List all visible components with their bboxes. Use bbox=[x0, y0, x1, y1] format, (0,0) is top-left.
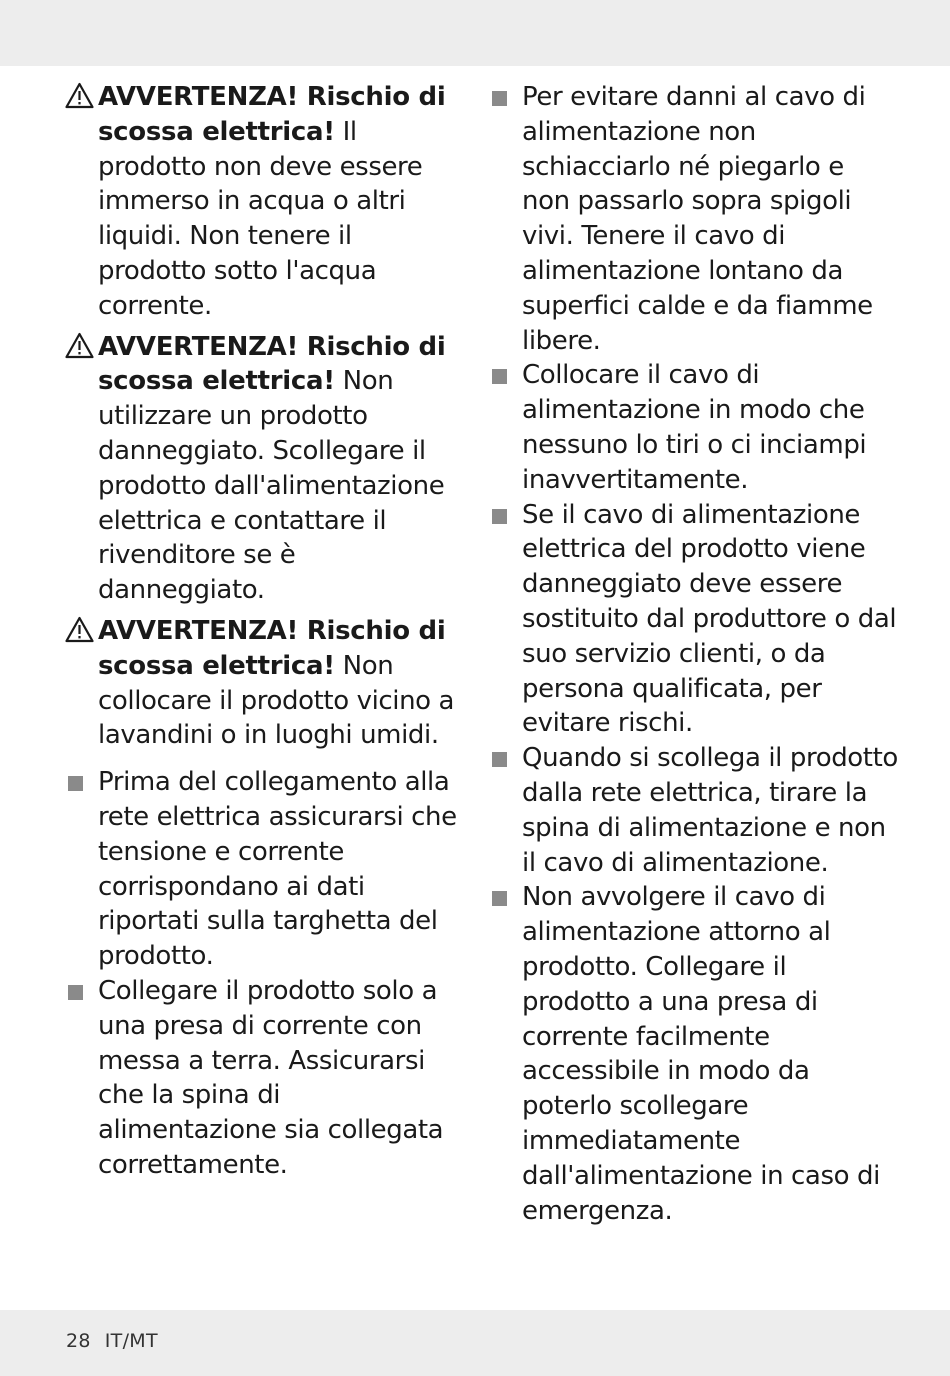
list-item bbox=[489, 741, 899, 880]
warning-triangle-icon bbox=[65, 82, 94, 119]
square-bullet-icon bbox=[492, 509, 507, 524]
list-item-text: Prima del collegamento alla rete elettrica assicurarsi che tensione e corrente corrispondano ai dati riportati sulla targhetta del prodotto. bbox=[98, 767, 457, 972]
list-item-text: Non avvolgere il cavo di alimentazione attorno al prodotto. Collegare il prodotto a una presa di corrente facilmente accessibile in modo da poterlo scollegare immediatamente dall'alimentazione in caso di emergenza. bbox=[522, 882, 880, 1226]
warning-title: AVVERTENZA! Rischio di scossa elettrica! bbox=[98, 82, 446, 147]
warning-title: AVVERTENZA! Rischio di scossa elettrica! bbox=[98, 615, 446, 681]
right-column bbox=[489, 80, 899, 1228]
list-item bbox=[489, 498, 899, 742]
warning-triangle-icon bbox=[65, 616, 94, 653]
warning-text: Il prodotto non deve essere immerso in acqua o altri liquidi. Non tenere il prodotto sotto l'acqua corrente. bbox=[98, 116, 423, 321]
warning-text: Non utilizzare un prodotto danneggiato. Scollegare il prodotto dall'alimentazione elettrica e contattare il rivenditore se è danneggiato. bbox=[98, 366, 445, 606]
left-column bbox=[65, 80, 465, 1183]
warning-title: AVVERTENZA! Rischio di scossa elettrica! bbox=[98, 331, 446, 397]
warning-item bbox=[65, 80, 465, 324]
warning-text: Non collocare il prodotto vicino a lavandini o in luoghi umidi. bbox=[98, 650, 455, 751]
warning-item bbox=[65, 330, 465, 608]
list-item-text: Se il cavo di alimentazione elettrica del prodotto viene danneggiato deve essere sostituito dal produttore o dal suo servizio clienti, o da persona qualificata, per evitare rischi. bbox=[522, 499, 897, 739]
list-item bbox=[489, 358, 899, 497]
list-item-text: Collegare il prodotto solo a una presa di corrente con messa a terra. Assicurarsi che la spina di alimentazione sia collegata correttamente. bbox=[98, 975, 444, 1180]
square-bullet-icon bbox=[492, 369, 507, 384]
square-bullet-icon bbox=[68, 776, 83, 791]
list-item-text: Per evitare danni al cavo di alimentazione non schiacciarlo né piegarlo e non passarlo sopra spigoli vivi. Tenere il cavo di alimentazione lontano da superfici calde e da fiamme libere. bbox=[522, 82, 873, 356]
square-bullet-icon bbox=[492, 91, 507, 106]
header-band bbox=[0, 0, 950, 66]
warning-triangle-icon bbox=[65, 332, 94, 369]
warning-item bbox=[65, 614, 465, 753]
page-footer bbox=[66, 1330, 158, 1352]
list-item bbox=[65, 765, 465, 974]
language-code: IT/MT bbox=[104, 1330, 158, 1352]
square-bullet-icon bbox=[492, 752, 507, 767]
page-number: 28 bbox=[66, 1330, 91, 1352]
square-bullet-icon bbox=[68, 985, 83, 1000]
list-item bbox=[65, 974, 465, 1183]
list-item bbox=[489, 80, 899, 358]
square-bullet-icon bbox=[492, 891, 507, 906]
list-item-text: Collocare il cavo di alimentazione in modo che nessuno lo tiri o ci inciampi inavvertitamente. bbox=[522, 360, 867, 495]
list-item bbox=[489, 880, 899, 1228]
list-item-text: Quando si scollega il prodotto dalla rete elettrica, tirare la spina di alimentazione e non il cavo di alimentazione. bbox=[522, 743, 898, 878]
